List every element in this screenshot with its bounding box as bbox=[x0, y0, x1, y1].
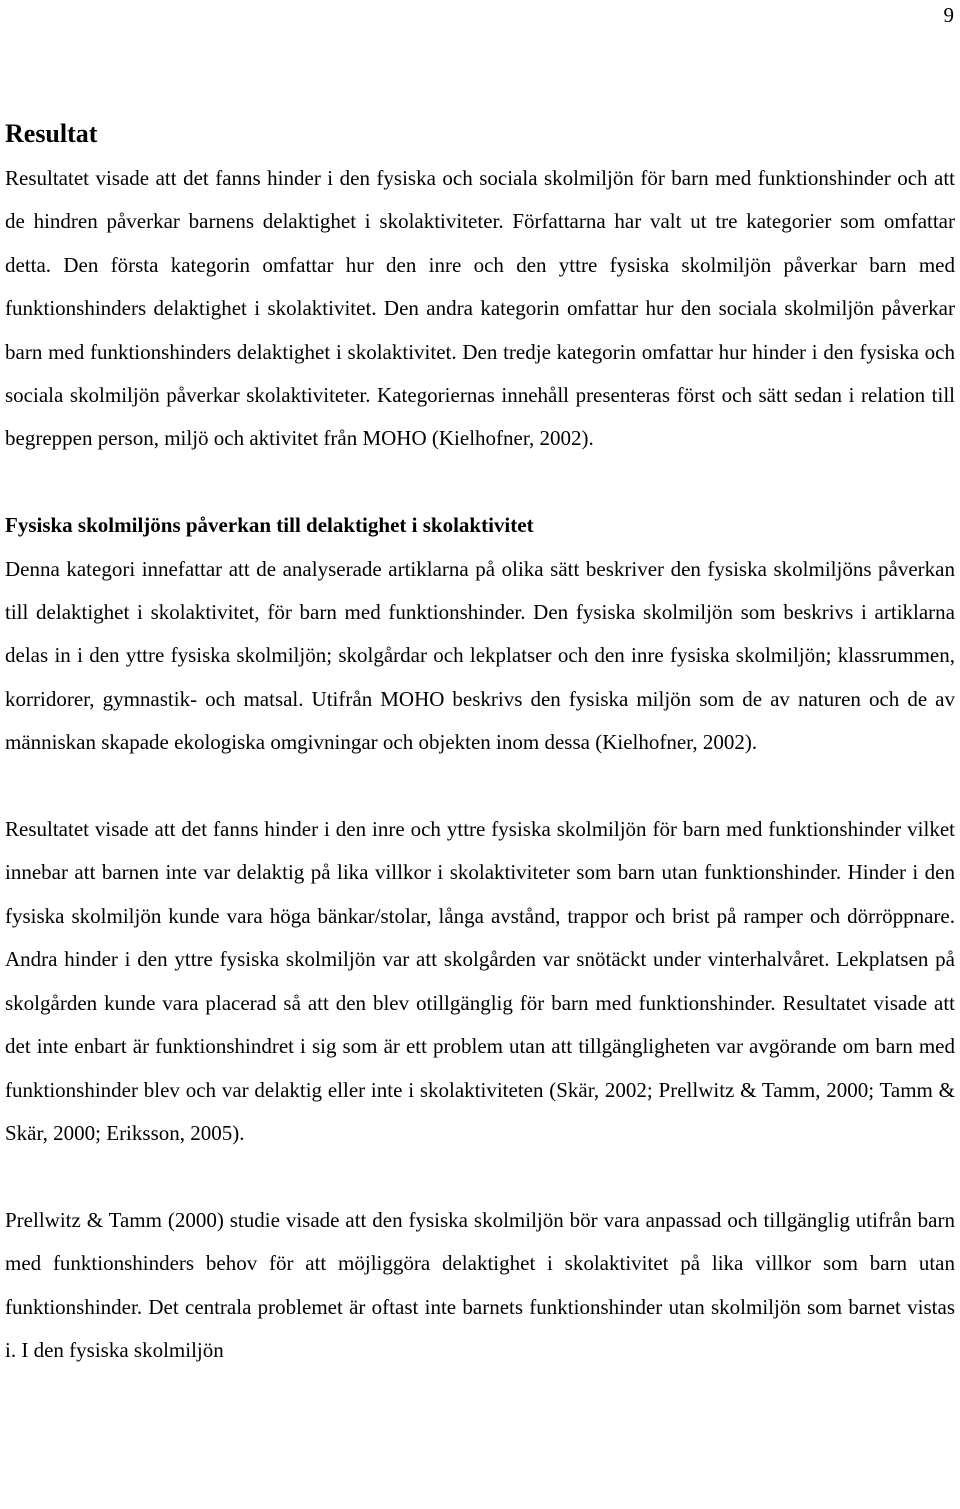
body-paragraph-3: Prellwitz & Tamm (2000) studie visade att den fysiska skolmiljön bör vara anpassad och tillgänglig utifrån barn med funktionshinders behov för att möjliggöra delaktighet i skolaktivitet på lika villkor som barn utan funktionshinder. Det centrala problemet är oftast inte barnets funktionshinder utan skolmiljön som barnet vistas i. I den fysiska skolmiljön bbox=[5, 1207, 955, 1362]
body-paragraph-2: Resultatet visade att det fanns hinder i den inre och yttre fysiska skolmiljön för barn med funktionshinder vilket innebar att barnen inte var delaktig på lika villkor i skolaktiviteter som barn utan funktionshinder. Hinder i den fysiska skolmiljön kunde vara höga bänkar/stolar, långa avstånd, trappor och brist på ramper och dörröppnare. Andra hinder i den yttre fysiska skolmiljön var att skolgården var snötäckt under vinterhalvåret. Lekplatsen på skolgården kunde vara placerad så att den blev otillgänglig för barn med funktionshinder. Resultatet visade att det inte enbart är funktionshindret i sig som är ett problem utan att tillgängligheten var avgörande om barn med funktionshinder blev och var delaktig eller inte i skolaktiviteten (Skär, 2002; Prellwitz & Tamm, 2000; Tamm & Skär, 2000; Eriksson, 2005). bbox=[5, 817, 955, 1145]
subsection-title: Fysiska skolmiljöns påverkan till delaktighet i skolaktivitet bbox=[5, 513, 534, 538]
paragraph-gap bbox=[5, 1155, 955, 1198]
page-number: 9 bbox=[943, 3, 954, 27]
page-body bbox=[5, 111, 955, 1372]
intro-paragraph: Resultatet visade att det fanns hinder i den fysiska och sociala skolmiljön för barn med funktionshinder och att de hindren påverkar barnens delaktighet i skolaktiviteter. Författarna har valt ut tre kategorier som omfattar detta. Den första kategorin omfattar hur den inre och den yttre fysiska skolmiljön påverkar barn med funktionshinders delaktighet i skolaktivitet. Den andra kategorin omfattar hur den sociala skolmiljön påverkar barn med funktionshinders delaktighet i skolaktivitet. Den tredje kategorin omfattar hur hinder i den fysiska och sociala skolmiljön påverkar skolaktiviteter. Kategoriernas innehåll presenteras först och sätt sedan i relation till begreppen person, miljö och aktivitet från MOHO (Kielhofner, 2002). bbox=[5, 166, 955, 451]
section-title: Resultat bbox=[5, 119, 98, 148]
paragraph-gap bbox=[5, 765, 955, 808]
body-paragraph-1: Denna kategori innefattar att de analyserade artiklarna på olika sätt beskriver den fysiska skolmiljöns påverkan till delaktighet i skolaktivitet, för barn med funktionshinder. Den fysiska skolmiljön som beskrivs i artiklarna delas in i den yttre fysiska skolmiljön; skolgårdar och lekplatser och den inre fysiska skolmiljön; klassrummen, korridorer, gymnastik- och matsal. Utifrån MOHO beskrivs den fysiska miljön som de av naturen och de av människan skapade ekologiska omgivningar och objekten inom dessa (Kielhofner, 2002). bbox=[5, 556, 955, 755]
paragraph-gap bbox=[5, 461, 955, 504]
